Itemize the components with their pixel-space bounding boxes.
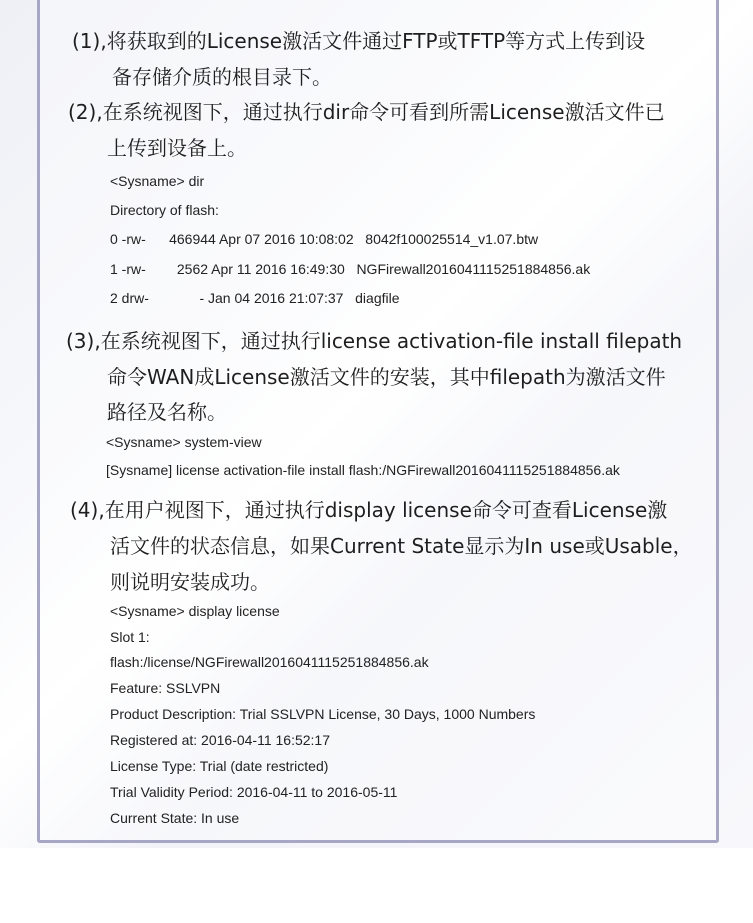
step-3-code-line: <Sysname> system-view: [106, 434, 262, 450]
step-4-code-line: Feature: SSLVPN: [110, 680, 221, 696]
step-2-line-2: 上传到设备上。: [107, 136, 247, 160]
step-1-line-1: [72, 23, 645, 59]
step-3-line-1: [66, 323, 682, 359]
step-2-text-1: ,在系统视图下，通过执行dir命令可看到所需License激活文件已: [96, 100, 665, 124]
step-4-text-1: ,在用户视图下，通过执行display license命令可查看License激: [98, 498, 668, 522]
step-4-code-line: Product Description: Trial SSLVPN License, 30 Days, 1000 Numbers: [110, 706, 536, 722]
step-4-code-line: Current State: In use: [110, 810, 240, 826]
step-2-code-line: Directory of flash:: [110, 202, 219, 218]
step-4-code-line: Slot 1:: [110, 629, 150, 645]
step-4-code-line: Trial Validity Period: 2016-04-11 to 2016-05-11: [110, 784, 398, 800]
step-3-number: (3): [66, 329, 95, 353]
step-4-code-line: flash:/license/NGFirewall2016041115251884856.ak: [110, 654, 429, 670]
step-2-code-line: <Sysname> dir: [110, 173, 205, 189]
step-4-code-line: Registered at: 2016-04-11 16:52:17: [110, 732, 331, 748]
step-1-text-1: ,将获取到的License激活文件通过FTP或TFTP等方式上传到设: [100, 29, 646, 53]
step-3-text-1: ,在系统视图下，通过执行license activation-file install filepath: [94, 329, 683, 353]
step-4-line-1: [70, 492, 667, 528]
step-4-line-3: 则说明安装成功。: [110, 570, 270, 594]
step-1-number: (1): [72, 29, 101, 53]
step-3-line-2: 命令WAN成License激活文件的安装，其中filepath为激活文件: [107, 365, 666, 389]
step-4-number: (4): [70, 498, 99, 522]
step-1-line-2: 备存储介质的根目录下。: [112, 65, 332, 89]
step-3-code-line: [Sysname] license activation-file install flash:/NGFirewall2016041115251884856.ak: [106, 462, 620, 478]
step-2-code-line: 1 -rw- 2562 Apr 11 2016 16:49:30 NGFirewall2016041115251884856.ak: [110, 261, 591, 277]
step-2-code-line: 2 drw- - Jan 04 2016 21:07:37 diagfile: [110, 290, 400, 306]
step-4-line-2: 活文件的状态信息，如果Current State显示为In use或Usable，: [110, 534, 693, 558]
step-2-number: (2): [68, 100, 97, 124]
step-4-code-line: <Sysname> display license: [110, 603, 280, 619]
step-4-code-line: License Type: Trial (date restricted): [110, 758, 329, 774]
page-footer-area: [0, 848, 753, 923]
step-2-code-line: 0 -rw- 466944 Apr 07 2016 10:08:02 8042f100025514_v1.07.btw: [110, 231, 539, 247]
step-2-line-1: [68, 94, 665, 130]
step-3-line-3: 路径及名称。: [107, 400, 227, 424]
